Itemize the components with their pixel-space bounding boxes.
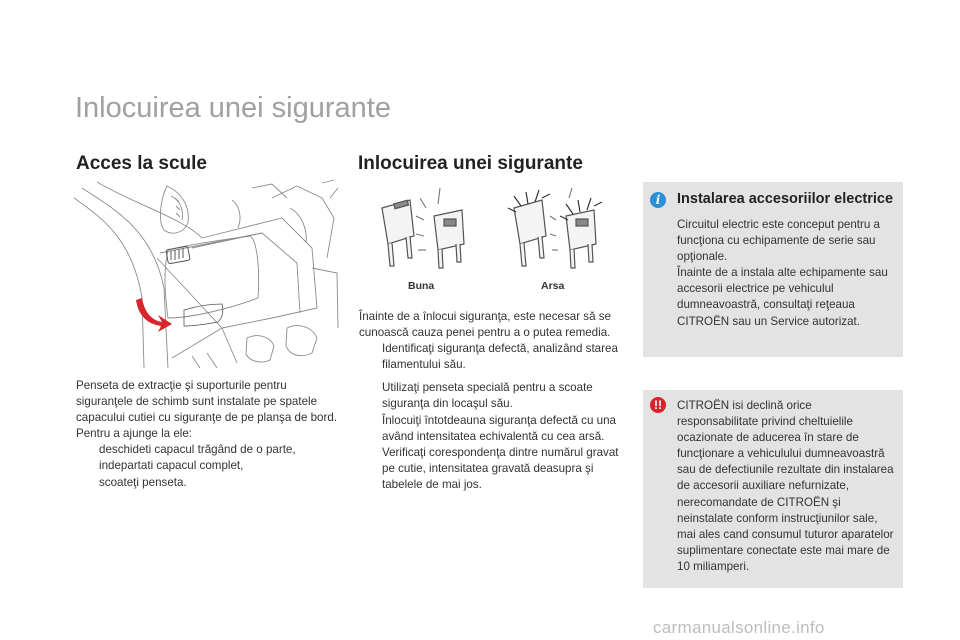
dashboard-fusebox-illustration: [72, 178, 340, 368]
list-item: deschideti capacul trăgând de o parte,: [99, 443, 296, 457]
list-item: scoateţi penseta.: [99, 475, 187, 489]
list-item: Verificaţi corespondenţa dintre numărul gravat pe cutie, intensitatea gravată deasupra şi tabelele de mai jos.: [382, 445, 619, 491]
good-fuse-label: Buna: [408, 280, 435, 292]
info-icon: i: [650, 192, 666, 208]
warning-icon: !!: [650, 397, 666, 413]
good-fuse-illustration: [374, 186, 474, 271]
blown-fuse-label: Arsa: [541, 280, 565, 292]
warning-text: CITROËN isi declină orice responsabilitate privind cheltuielile ocazionate de aducerea în stare de funcţionare a vehiculului dumneavoastră sau de defectiunile rezultate din instalarea de accesorii auxiliare nefurnizate, nerecomandate de CITROËN şi neinstalate conform instrucţiunilor sale, mai ales cand consumul tuturor aparatelor suplimentare conectate este mai mare de 10 miliamperi.: [677, 399, 894, 573]
tools-heading: Acces la scule: [76, 153, 207, 174]
tools-paragraph: Penseta de extracţie şi suporturile pentru siguranţele de schimb sunt instalate pe spatele capacului cutiei cu siguranţe de pe planşa de bord.: [76, 379, 338, 425]
list-item: Utilizaţi penseta specială pentru a scoate siguranţa din locaşul său.: [382, 381, 593, 411]
warning-panel: [643, 390, 903, 588]
replace-intro: Înainte de a înlocui siguranţa, este necesar să se cunoască cauza penei pentru a o putea remedia.: [359, 310, 611, 340]
watermark: carmanualsonline.info: [653, 618, 825, 637]
tools-text: [76, 378, 341, 491]
info-text-1: Circuitul electric este conceput pentru a funcţiona cu echipamente de serie sau opţionale.: [677, 218, 880, 264]
page-title: Inlocuirea unei sigurante: [75, 92, 391, 124]
list-item: indepartati capacul complet,: [99, 459, 244, 473]
info-text-2: Înainte de a instala alte echipamente sau accesorii electrice pe vehiculul dumneavoastră, consultaţi reţeaua CITROËN sau un Service autorizat.: [677, 266, 888, 328]
blown-fuse-illustration: [506, 186, 606, 271]
replace-heading: Inlocuirea unei sigurante: [358, 153, 583, 174]
replace-text: [359, 309, 621, 493]
info-title: Instalarea accesoriilor electrice: [677, 191, 894, 207]
list-item: Identificaţi siguranţa defectă, analizând starea filamentului său.: [382, 342, 618, 372]
info-panel: [643, 182, 903, 357]
tools-reach: Pentru a ajunge la ele:: [76, 427, 193, 441]
list-item: Înlocuiţi întotdeauna siguranţa defectă cu una având intensitatea echivalentă cu cea arsă.: [382, 413, 616, 443]
